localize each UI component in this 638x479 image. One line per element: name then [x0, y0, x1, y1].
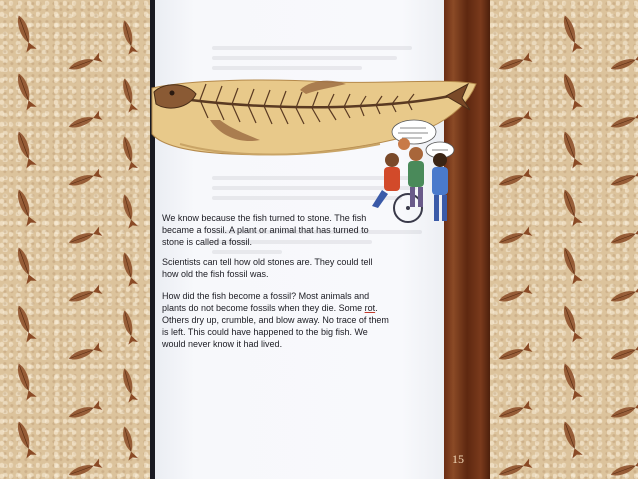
fish-fossil-icon: [560, 188, 583, 227]
fish-fossil-icon: [560, 246, 583, 285]
fish-fossil-icon: [120, 251, 138, 286]
fish-fossil-icon: [67, 168, 102, 189]
fish-fossil-icon: [609, 226, 638, 247]
fish-fossil-icon: [560, 362, 583, 401]
fish-fossil-icon: [609, 110, 638, 131]
fish-fossil-icon: [14, 188, 37, 227]
fish-fossil-icon: [497, 52, 532, 73]
fish-fossil-icon: [67, 342, 102, 363]
fish-fossil-icon: [67, 52, 102, 73]
paragraph-how-fossil: [162, 290, 390, 350]
fish-fossil-icon: [560, 72, 583, 111]
fish-fossil-icon: [67, 110, 102, 131]
fish-fossil-icon: [120, 425, 138, 460]
rock-background-strip: [444, 0, 490, 479]
fish-fossil-icon: [609, 400, 638, 421]
page-number: 15: [452, 452, 464, 466]
paragraph-fossil-definition: [162, 212, 390, 248]
fish-fossil-icon: [609, 458, 638, 479]
fish-fossil-icon: [560, 14, 583, 53]
page-binding: [150, 0, 155, 479]
fish-fossil-icon: [497, 110, 532, 131]
fish-fossil-icon: [497, 168, 532, 189]
fish-fossil-icon: [67, 226, 102, 247]
fish-fossil-icon: [497, 284, 532, 305]
fish-fossil-icon: [67, 400, 102, 421]
underlined-word-rot: rot: [364, 303, 376, 313]
fish-fossil-icon: [560, 304, 583, 343]
fish-fossil-icon: [14, 304, 37, 343]
fish-fossil-icon: [120, 77, 138, 112]
fish-fossil-icon: [609, 342, 638, 363]
fish-fossil-icon: [497, 226, 532, 247]
fish-fossil-icon: [497, 458, 532, 479]
paragraph-text-end: . Others dry up, crumble, and blow away. No trace of them is left. This could have happened to the big fish. We would never know it had lived.: [162, 303, 389, 349]
paragraph-text: Scientists can tell how old stones are. They could tell how old the fish fossil was.: [162, 257, 373, 279]
fish-fossil-icon: [14, 246, 37, 285]
fish-fossil-icon: [120, 367, 138, 402]
fish-fossil-icon: [120, 309, 138, 344]
fish-fossil-icon: [609, 52, 638, 73]
fish-fossil-icon: [14, 72, 37, 111]
fish-fossil-icon: [497, 342, 532, 363]
fish-fossil-icon: [560, 130, 583, 169]
fish-fossil-icon: [120, 193, 138, 228]
fish-fossil-icon: [609, 284, 638, 305]
fish-fossil-icon: [67, 284, 102, 305]
children-group-illustration: [364, 110, 460, 228]
fish-fossil-icon: [67, 458, 102, 479]
fish-fossil-icon: [14, 130, 37, 169]
fish-fossil-icon: [120, 19, 138, 54]
paragraph-text: [162, 290, 390, 350]
fish-fossil-icon: [609, 168, 638, 189]
fish-fossil-icon: [120, 135, 138, 170]
fish-fossil-icon: [14, 420, 37, 459]
fish-fossil-icon: [14, 362, 37, 401]
fish-fossil-icon: [14, 14, 37, 53]
paragraph-text-start: How did the fish become a fossil? Most animals and plants do not become fossils when they die. Some: [162, 291, 370, 313]
fish-fossil-icon: [560, 420, 583, 459]
paragraph-scientists: [162, 256, 390, 280]
fish-fossil-icon: [497, 400, 532, 421]
paragraph-text: We know because the fish turned to stone. The fish became a fossil. A plant or animal that has turned to stone is called a fossil.: [162, 213, 369, 247]
